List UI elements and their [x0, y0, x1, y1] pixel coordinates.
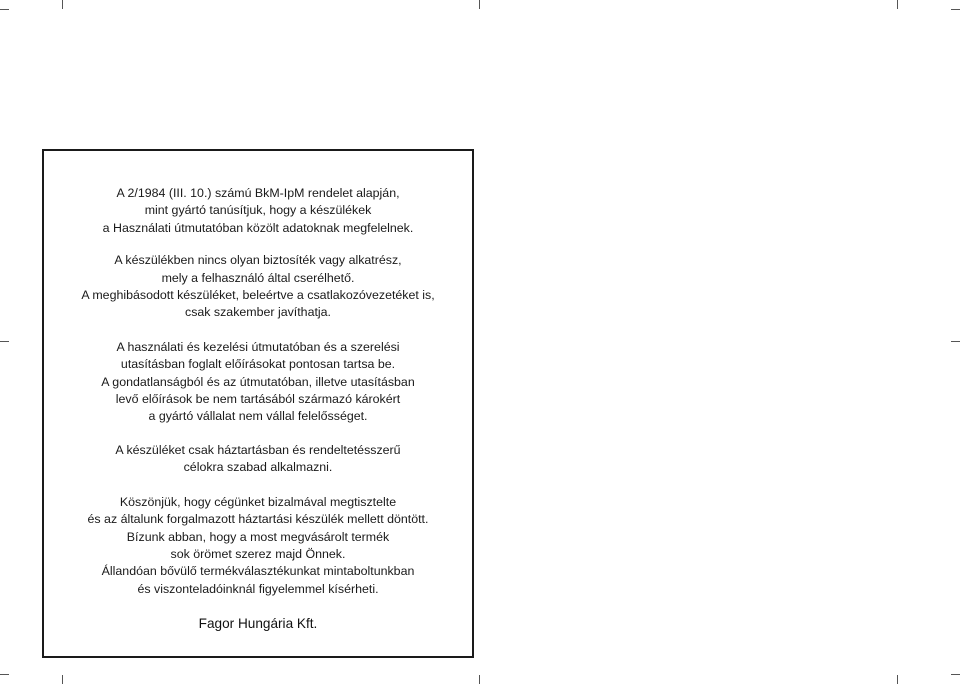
crop-mark: [897, 675, 898, 684]
text-line: Köszönjük, hogy cégünket bizalmával megtisztelte: [119, 494, 397, 509]
text-line: a gyártó vállalat nem vállal felelősséget.: [148, 409, 368, 424]
paragraph-usage: [44, 442, 472, 477]
crop-mark: [951, 9, 960, 10]
crop-mark: [479, 675, 480, 684]
crop-mark: [0, 341, 9, 342]
text-line: csak szakember javíthatja.: [185, 305, 331, 320]
text-line: mint gyártó tanúsítjuk, hogy a készülékek: [144, 203, 372, 218]
text-line: A meghibásodott készüléket, beleértve a csatlakozóvezetéket is,: [81, 288, 435, 303]
text-line: levő előírások be nem tartásából származó károkért: [115, 392, 401, 407]
text-line: A használati és kezelési útmutatóban és a szerelési: [116, 339, 400, 354]
text-line: A készülékben nincs olyan biztosíték vagy alkatrész,: [114, 253, 402, 268]
crop-mark: [951, 674, 960, 675]
text-line: mely a felhasználó által cserélhető.: [161, 270, 355, 285]
paragraph-conformity: [44, 185, 472, 237]
declaration-text: [44, 185, 472, 633]
paragraph-instructions: [44, 339, 472, 426]
text-line: és az általunk forgalmazott háztartási készülék mellett döntött.: [87, 512, 429, 527]
declaration-box: [42, 149, 474, 658]
company-signature: Fagor Hungária Kft.: [198, 616, 318, 632]
crop-mark: [0, 9, 9, 10]
text-line: A 2/1984 (III. 10.) számú BkM-IpM rendelet alapján,: [116, 186, 400, 200]
crop-mark: [897, 0, 898, 9]
text-line: A gondatlanságból és az útmutatóban, illetve utasításban: [101, 374, 415, 389]
crop-mark: [479, 0, 480, 9]
paragraph-repair: [44, 252, 472, 322]
text-line: Állandóan bővülő termékválasztékunkat mintaboltunkban: [101, 564, 415, 579]
crop-mark: [951, 341, 960, 342]
text-line: célokra szabad alkalmazni.: [183, 460, 333, 475]
text-line: a Használati útmutatóban közölt adatoknak megfelelnek.: [102, 220, 414, 235]
crop-mark: [62, 0, 63, 9]
text-line: sok örömet szerez majd Önnek.: [170, 546, 346, 561]
paragraph-thanks: [44, 494, 472, 598]
crop-mark: [0, 674, 9, 675]
text-line: A készüléket csak háztartásban és rendeltetésszerű: [115, 442, 401, 457]
text-line: és viszonteladóinknál figyelemmel kísérheti.: [137, 581, 379, 596]
crop-mark: [62, 675, 63, 684]
text-line: utasításban foglalt előírásokat pontosan tartsa be.: [120, 357, 396, 372]
text-line: Bízunk abban, hogy a most megvásárolt termék: [126, 529, 390, 544]
